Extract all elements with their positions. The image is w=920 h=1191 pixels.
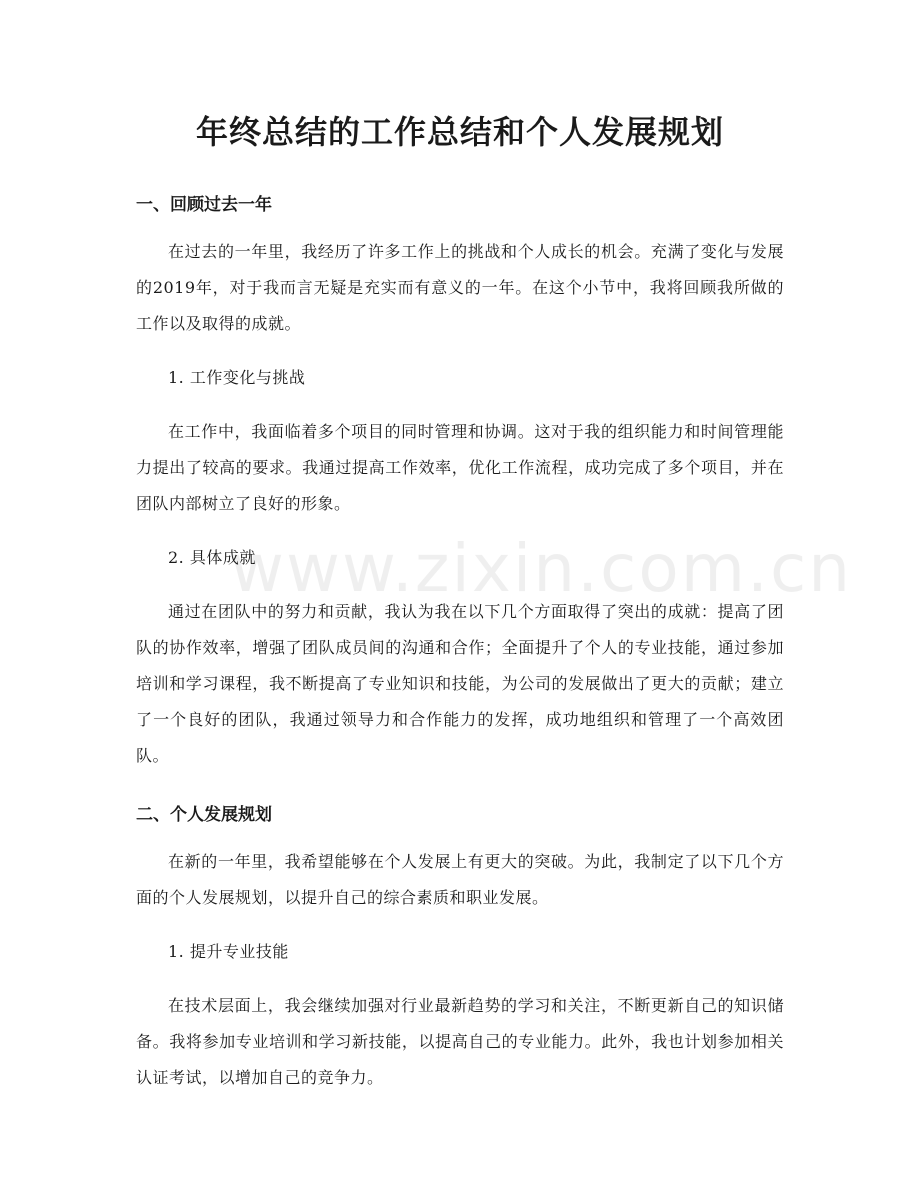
section-intro-development-plan: 在新的一年里，我希望能够在个人发展上有更大的突破。为此，我制定了以下几个方面的个人发展规划，以提升自己的综合素质和职业发展。 — [136, 852, 784, 907]
subsection-text-achievements: 通过在团队中的努力和贡献，我认为我在以下几个方面取得了突出的成就：提高了团队的协作效率，增强了团队成员间的沟通和合作；全面提升了个人的专业技能，通过参加培训和学习课程，我不断提高了专业知识和技能，为公司的发展做出了更大的贡献；建立了一个良好的团队，我通过领导力和合作能力的发挥，成功地组织和管理了一个高效团队。 — [136, 602, 784, 765]
subsection-label-work-changes: 1. 工作变化与挑战 — [168, 368, 306, 387]
subsection-text-professional-skills: 在技术层面上，我会继续加强对行业最新趋势的学习和关注，不断更新自己的知识储备。我将参加专业培训和学习新技能，以提高自己的专业能力。此外，我也计划参加相关认证考试，以增加自己的竞争力。 — [136, 996, 784, 1087]
section-heading-development-plan: 二、个人发展规划 — [136, 805, 272, 825]
section-intro-review: 在过去的一年里，我经历了许多工作上的挑战和个人成长的机会。充满了变化与发展的2019年，对于我而言无疑是充实而有意义的一年。在这个小节中，我将回顾我所做的工作以及取得的成就。 — [136, 242, 784, 333]
subsection-label-achievements: 2. 具体成就 — [168, 548, 256, 567]
watermark: www.zixin.com.cn — [230, 530, 853, 607]
document-title: 年终总结的工作总结和个人发展规划 — [195, 113, 724, 151]
subsection-text-work-changes: 在工作中，我面临着多个项目的同时管理和协调。这对于我的组织能力和时间管理能力提出了较高的要求。我通过提高工作效率，优化工作流程，成功完成了多个项目，并在团队内部树立了良好的形象。 — [136, 422, 784, 513]
section-heading-review: 一、回顾过去一年 — [136, 195, 272, 215]
subsection-label-professional-skills: 1. 提升专业技能 — [168, 942, 289, 961]
